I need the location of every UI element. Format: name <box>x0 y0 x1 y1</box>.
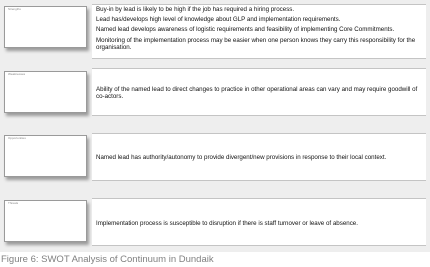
opportunities-point: Named lead has authority/autonomy to provide divergent/new provisions in response to their local context. <box>96 154 387 161</box>
strengths-point: Monitoring of the implementation process may be easier when one person knows they carry this responsibility for the organisation. <box>96 36 416 51</box>
swot-row-threats <box>4 198 426 246</box>
strengths-point: Named lead develops awareness of logistic requirements and feasibility of implementing Core Commitments. <box>96 26 395 34</box>
swot-row-strengths <box>4 4 426 59</box>
opportunities-label: Opportunities <box>8 136 26 140</box>
threats-point: Implementation process is susceptible to disruption if there is staff turnover or leave of absence. <box>96 220 358 227</box>
weaknesses-label: Weaknesses <box>8 72 26 76</box>
opportunities-box <box>4 135 87 177</box>
strengths-point: Buy-in by lead is likely to be high if the job has required a hiring process. <box>96 6 295 13</box>
opportunities-text <box>92 133 426 181</box>
threats-label: Threats <box>8 201 19 205</box>
threats-text <box>92 198 426 246</box>
strengths-label: Strengths <box>8 7 21 11</box>
strengths-box <box>4 6 87 48</box>
swot-row-opportunities <box>4 133 426 181</box>
figure-caption: Figure 6: SWOT Analysis of Continuum in Dundaik <box>1 254 214 265</box>
swot-row-weaknesses <box>4 68 426 116</box>
weaknesses-point: Ability of the named lead to direct changes to practice in other operational areas can vary and may require goodwill of co-actors. <box>96 86 418 101</box>
strengths-point: Lead has/develops high level of knowledge about GLP and implementation requirements. <box>96 16 341 24</box>
threats-box <box>4 200 87 242</box>
weaknesses-text <box>92 68 426 116</box>
weaknesses-box <box>4 71 87 113</box>
strengths-text <box>92 4 426 59</box>
